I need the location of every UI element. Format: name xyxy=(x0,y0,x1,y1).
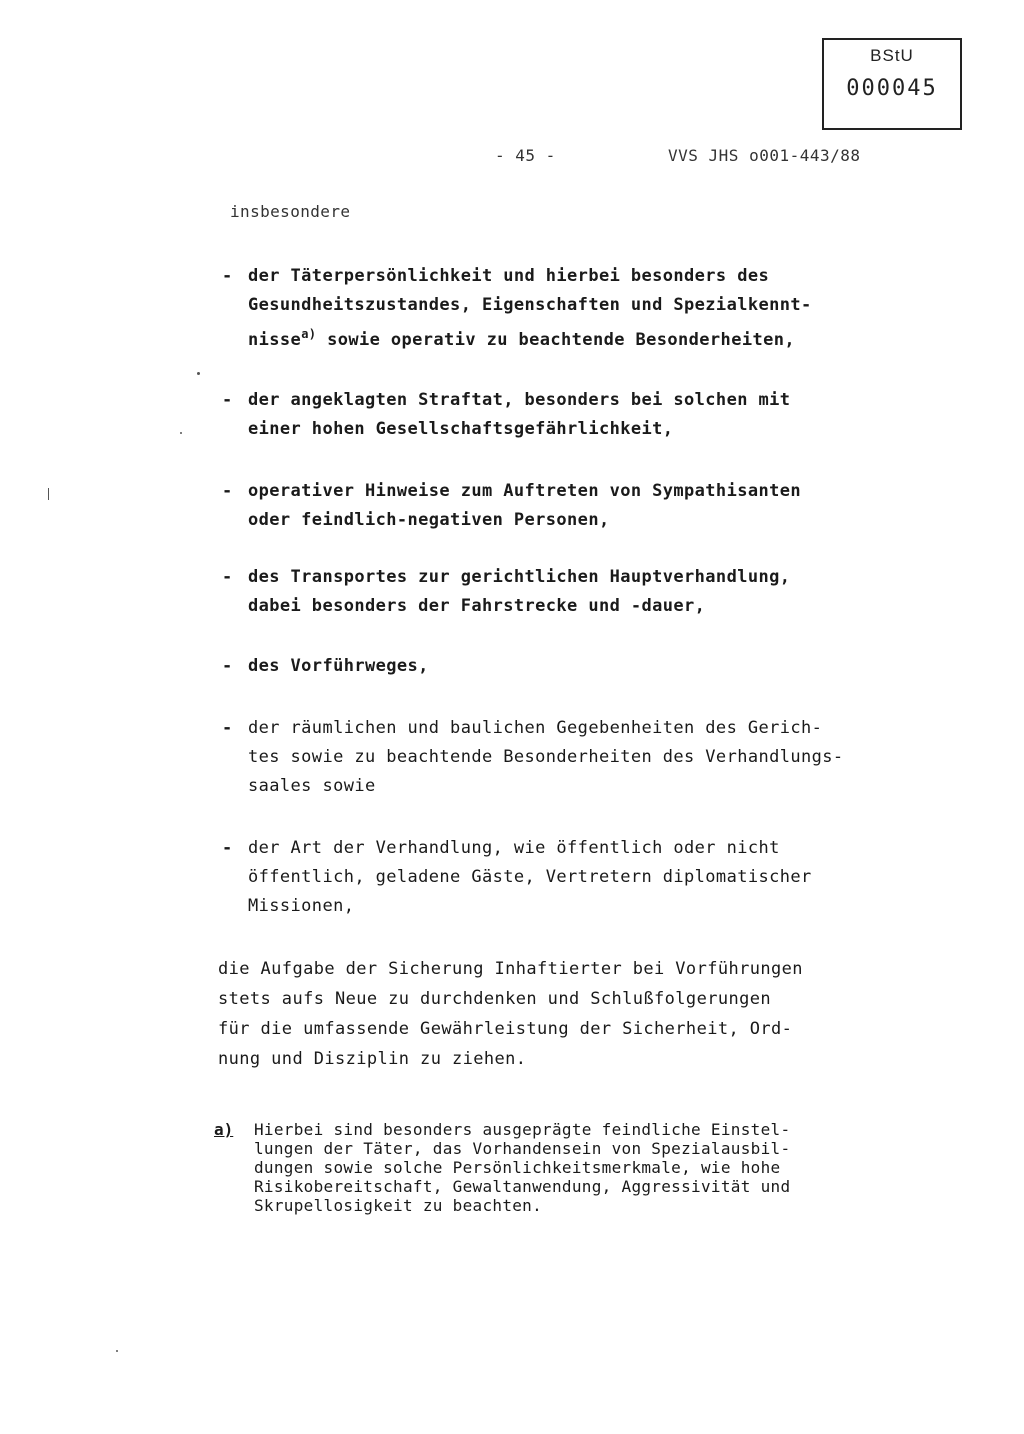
list-item-text: der räumlichen und baulichen Gegebenheiten des Gerich- tes sowie zu beachtende Besonderheiten des Verhandlungs- saales sowie xyxy=(248,718,844,796)
list-item-text: des Transportes zur gerichtlichen Hauptverhandlung, dabei besonders der Fahrstrecke und -dauer, xyxy=(248,567,791,616)
list-item-text: der angeklagten Straftat, besonders bei solchen mit einer hohen Gesellschaftsgefährlichkeit, xyxy=(248,390,791,439)
stamp-organization: BStU xyxy=(870,46,914,65)
list-item-line: Gesundheitszustandes, Eigenschaften und Spezialkennt- xyxy=(248,295,812,315)
conclusion-paragraph: die Aufgabe der Sicherung Inhaftierter bei Vorführungen stets aufs Neue zu durchdenken und Schlußfolgerungen für die umfassende Gewährleistung der Sicherheit, Ord- nung und Disziplin zu ziehen. xyxy=(218,959,803,1069)
list-item-text: des Vorführweges, xyxy=(248,656,429,676)
page-number: - 45 - xyxy=(495,146,556,165)
document-reference: VVS JHS o001-443/88 xyxy=(668,146,861,165)
list-item-line: sowie operativ zu beachtende Besonderheiten, xyxy=(316,330,796,350)
list-item-line: nisse xyxy=(248,330,302,350)
scan-speck xyxy=(180,432,182,434)
list-item-line: der Täterpersönlichkeit und hierbei besonders des xyxy=(248,266,770,286)
list-item-text: der Art der Verhandlung, wie öffentlich oder nicht öffentlich, geladene Gäste, Vertretern diplomatischer Missionen, xyxy=(248,838,812,916)
list-item-text: operativer Hinweise zum Auftreten von Sympathisanten oder feindlich-negativen Personen, xyxy=(248,481,802,530)
list-dash: - xyxy=(222,266,233,286)
list-dash: - xyxy=(222,718,233,738)
intro-text: insbesondere xyxy=(230,202,351,221)
list-dash: - xyxy=(222,656,233,676)
stamp-number: 000045 xyxy=(846,76,938,101)
list-dash: - xyxy=(222,481,233,501)
footnote-text: Hierbei sind besonders ausgeprägte feindliche Einstel- lungen der Täter, das Vorhandensein von Spezialausbil- dungen sowie solche Persönlichkeitsmerkmale, wie hohe Risikobereitschaft, Gewaltanwendung, Aggressivität und Skrupellosigkeit zu beachten. xyxy=(254,1120,791,1215)
list-dash: - xyxy=(222,567,233,587)
list-dash: - xyxy=(222,838,233,858)
footnote-marker: a) xyxy=(214,1120,234,1139)
scan-speck xyxy=(48,488,49,500)
list-dash: - xyxy=(222,390,233,410)
archive-stamp xyxy=(822,38,962,130)
scan-speck xyxy=(197,372,200,375)
footnote-reference: a) xyxy=(301,327,317,341)
list-item-text xyxy=(248,262,812,355)
scan-speck xyxy=(116,1350,118,1352)
